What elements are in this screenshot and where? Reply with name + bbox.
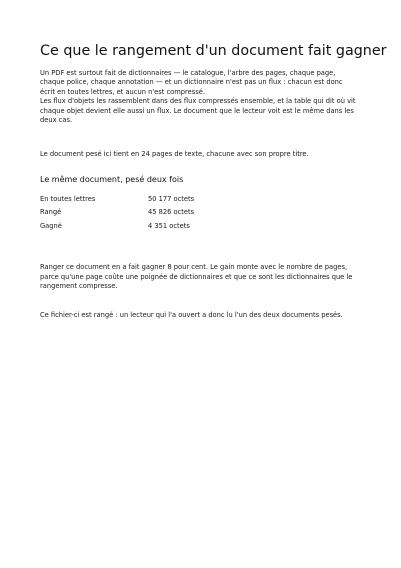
- comparison-heading: Le même document, pesé deux fois: [40, 174, 184, 184]
- size-value: 4 351 octets: [148, 221, 190, 230]
- intro-line: chaque police, chaque annotation — et un dictionnaire n'est pas un flux : chacun est donc: [40, 78, 343, 87]
- intro-paragraph: [40, 69, 361, 125]
- size-value: 50 177 octets: [148, 194, 195, 203]
- intro-line: Un PDF est surtout fait de dictionnaires — le catalogue, l'arbre des pages, chaque page,: [40, 69, 336, 77]
- intro-line: chaque objet devient elle aussi un flux. Le document que le lecteur voit est le même dans les: [40, 106, 354, 115]
- intro-line: écrit en toutes lettres, et aucun n'est compressé.: [40, 87, 205, 96]
- pages-paragraph: Le document pesé ici tient en 24 pages de texte, chacune avec son propre titre.: [40, 150, 309, 159]
- conclusion-line: parce qu'une page coûte une poignée de dictionnaires et que ce sont les dictionnaires que le: [40, 272, 353, 281]
- table-row: [40, 222, 194, 236]
- document-title: Ce que le rangement d'un document fait gagner: [40, 43, 387, 59]
- conclusion-line: rangement compresse.: [40, 282, 118, 291]
- conclusion-paragraph: [40, 263, 361, 291]
- note-paragraph: Ce fichier-ci est rangé : un lecteur qui l'a ouvert a donc lu l'un des deux documents pesés.: [40, 310, 343, 319]
- size-label: Gagné: [40, 221, 62, 230]
- size-label: Rangé: [40, 208, 62, 217]
- size-label: En toutes lettres: [40, 194, 96, 203]
- table-row: [40, 208, 194, 222]
- intro-line: deux cas.: [40, 116, 73, 125]
- intro-line: Les flux d'objets les rassemblent dans des flux compressés ensemble, et la table qui dit où vit: [40, 97, 356, 106]
- table-row: [40, 195, 194, 209]
- conclusion-line: Ranger ce document en a fait gagner 8 pour cent. Le gain monte avec le nombre de pages,: [40, 263, 348, 272]
- size-comparison-table: [40, 195, 194, 236]
- size-value: 45 826 octets: [148, 208, 195, 217]
